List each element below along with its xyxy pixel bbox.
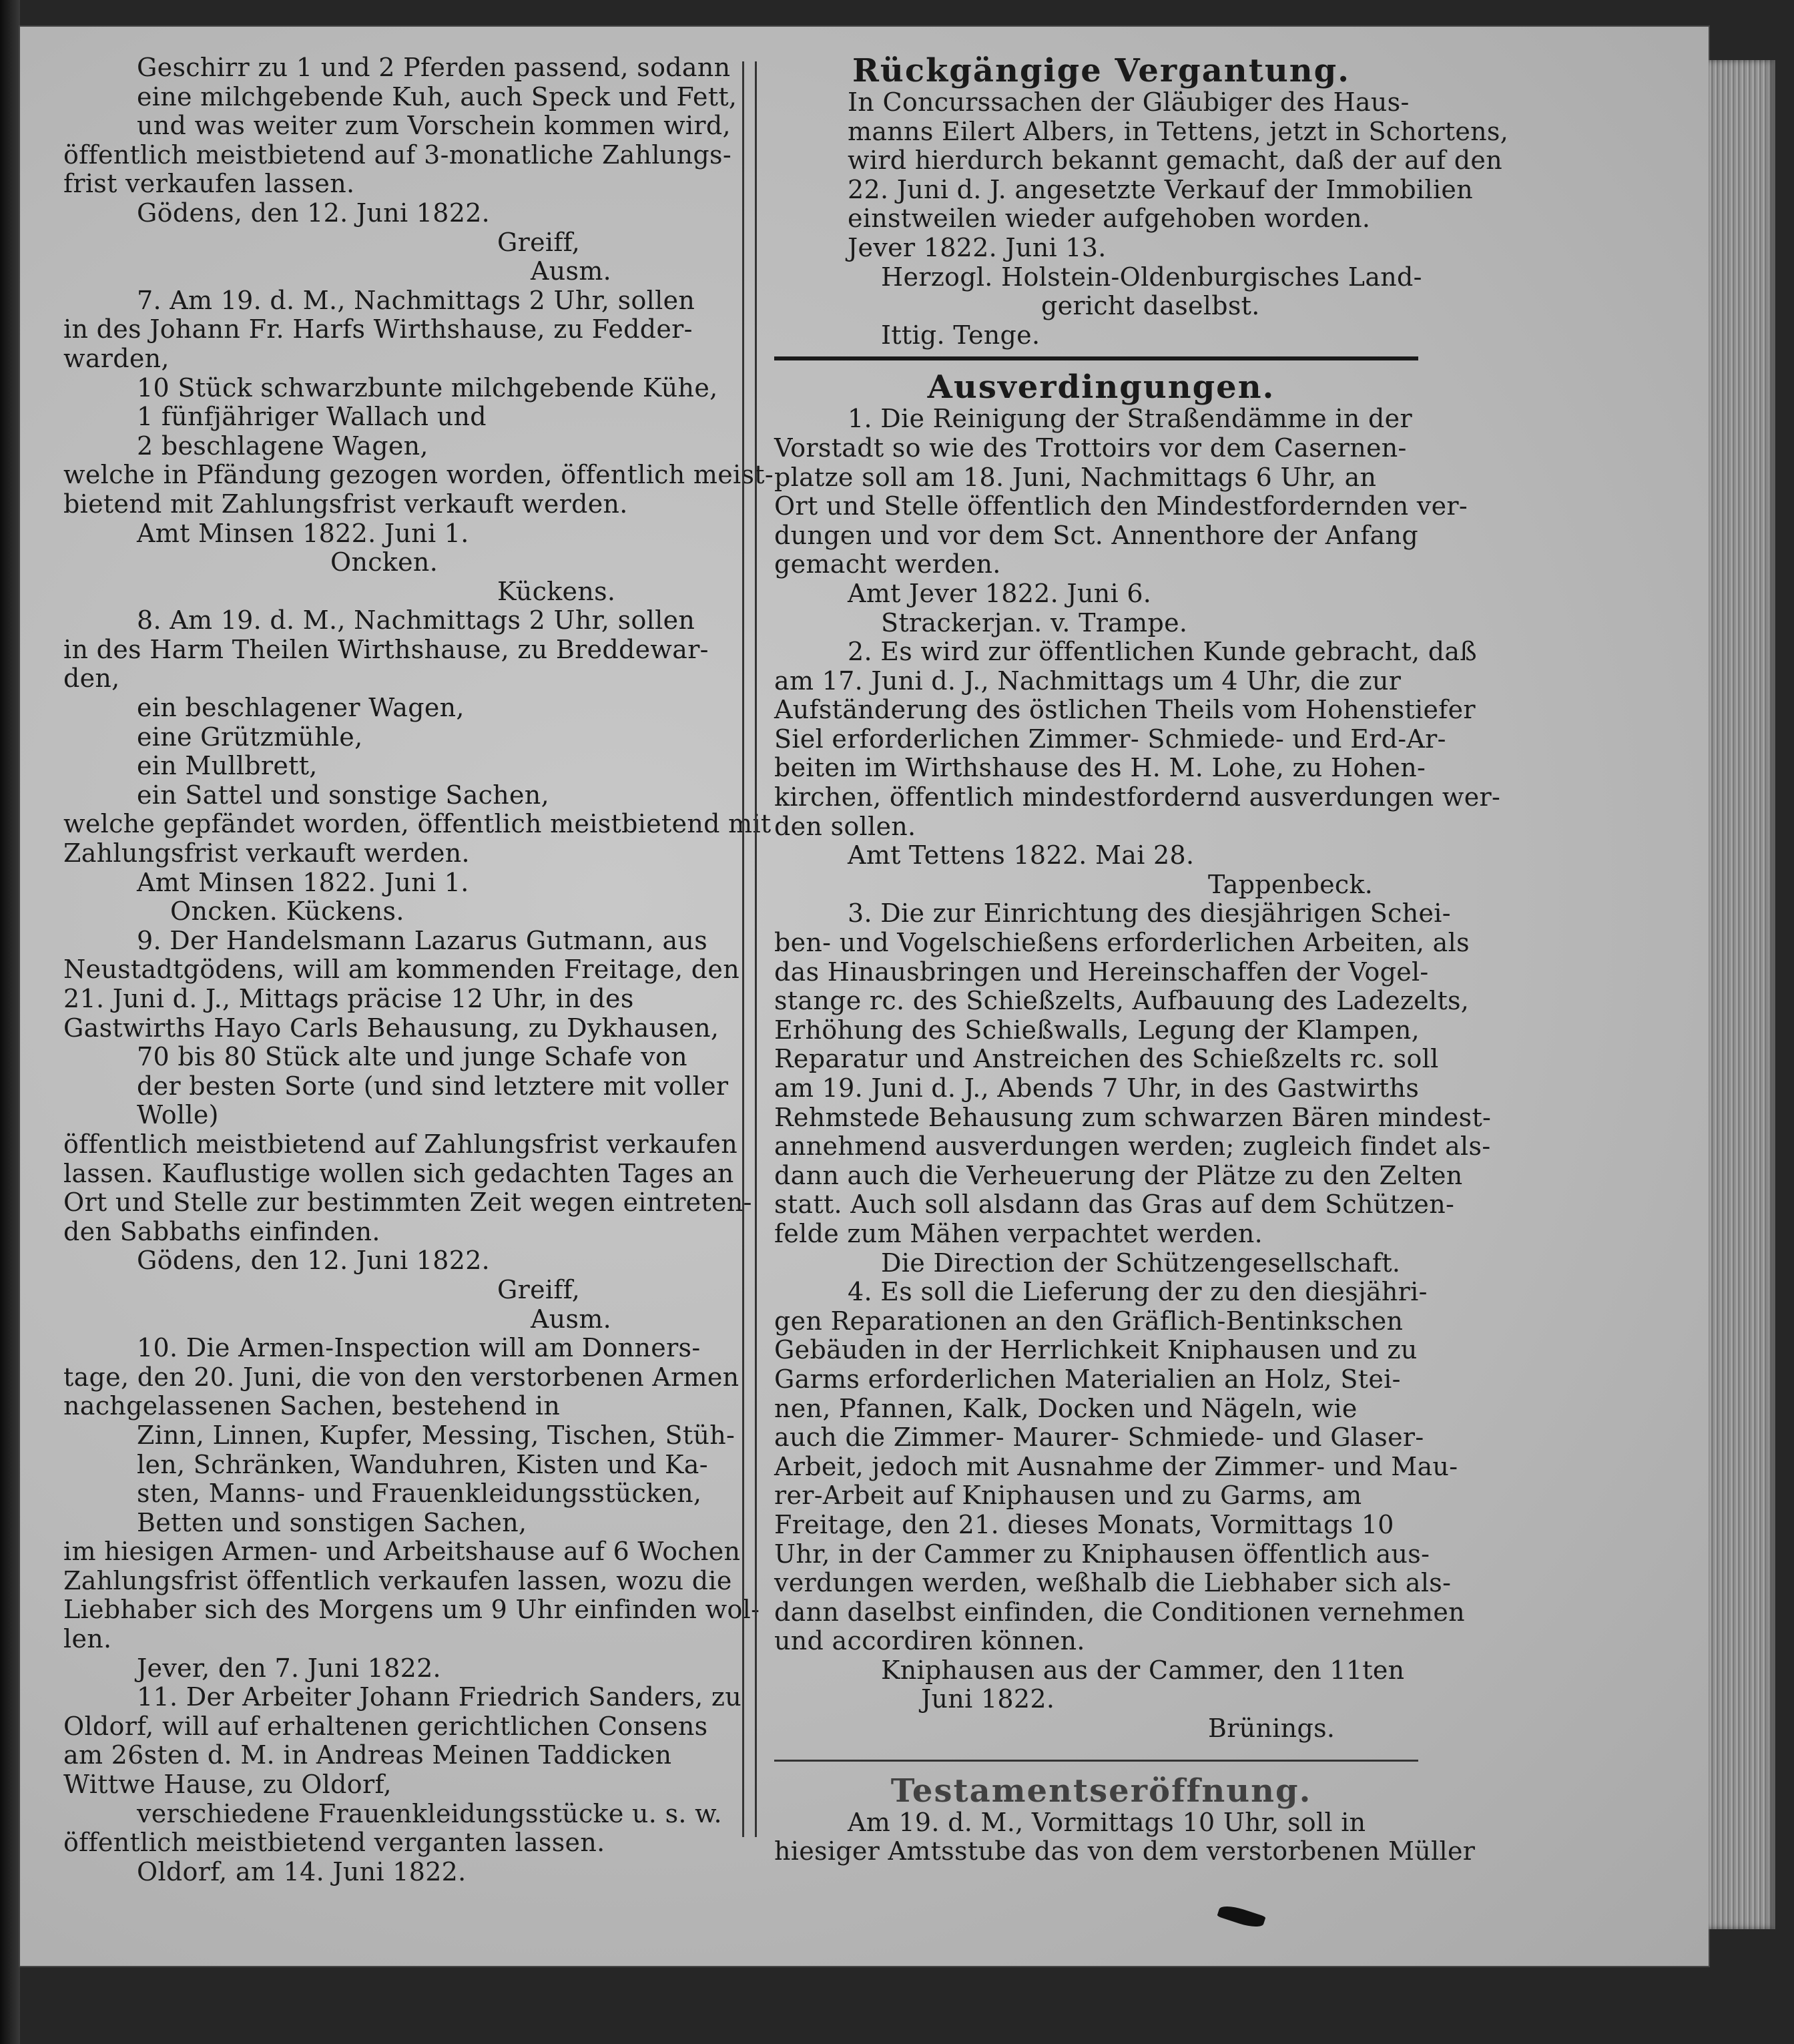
text-line: 1. Die Reinigung der Straßendämme in der — [848, 404, 1412, 434]
text-line: Wolle) — [137, 1100, 219, 1130]
text-line: platze soll am 18. Juni, Nachmittags 6 Uhr, an — [774, 462, 1377, 492]
text-line: Gödens, den 12. Juni 1822. — [137, 1246, 491, 1276]
text-line: manns Eilert Albers, in Tettens, jetzt in Schortens, — [848, 116, 1509, 146]
text-line: frist verkaufen lassen. — [63, 169, 355, 199]
text-line: sten, Manns- und Frauenkleidungsstücken, — [137, 1479, 702, 1509]
text-line: Ausm. — [531, 256, 612, 286]
text-line: 10. Die Armen-Inspection will am Donners- — [137, 1333, 701, 1363]
text-line: Arbeit, jedoch mit Ausnahme der Zimmer- und Mau- — [774, 1451, 1458, 1481]
text-line: 10 Stück schwarzbunte milchgebende Kühe, — [137, 372, 718, 403]
text-line: Gastwirths Hayo Carls Behausung, zu Dykhausen, — [63, 1013, 719, 1043]
text-line: ein Mullbrett, — [137, 751, 318, 781]
section-heading-rueckgaengige-vergantung: Rückgängige Vergantung. — [852, 52, 1350, 89]
text-line: 4. Es soll die Lieferung der zu den diesjähri- — [848, 1277, 1428, 1307]
text-line: nachgelassenen Sachen, bestehend in — [63, 1391, 561, 1421]
text-line: Vorstadt so wie des Trottoirs vor dem Casernen- — [774, 433, 1407, 463]
text-line: dann daselbst einfinden, die Conditionen vernehmen — [774, 1597, 1465, 1627]
text-line: welche in Pfändung gezogen worden, öffentlich meist- — [63, 460, 774, 490]
text-line: verdungen werden, weßhalb die Liebhaber sich als- — [774, 1568, 1452, 1598]
text-line: Neustadtgödens, will am kommenden Freitage, den — [63, 955, 739, 985]
text-line: Herzogl. Holstein-Oldenburgisches Land- — [881, 262, 1422, 292]
section-ausverdingungen — [774, 404, 1501, 1744]
text-line: Oldorf, will auf erhaltenen gerichtlichen Consens — [63, 1711, 708, 1741]
text-line: 3. Die zur Einrichtung des diesjährigen Schei- — [848, 899, 1451, 929]
text-line: gen Reparationen an den Gräflich-Bentinkschen — [774, 1306, 1404, 1336]
text-line: Geschirr zu 1 und 2 Pferden passend, sodann — [137, 53, 731, 82]
text-line: wird hierdurch bekannt gemacht, daß der auf den — [848, 146, 1502, 176]
text-line: 1 fünfjähriger Wallach und — [137, 402, 487, 432]
text-line: 22. Juni d. J. angesetzte Verkauf der Immobilien — [848, 174, 1473, 204]
section-heading-testamentseroeffnung: Testamentseröffnung. — [890, 1772, 1312, 1810]
text-line: welche gepfändet worden, öffentlich meistbietend mit — [63, 809, 772, 839]
page-edges — [1709, 60, 1775, 1929]
section-rueckgaengige-vergantung — [774, 87, 1509, 350]
text-line: gericht daselbst. — [1041, 291, 1260, 321]
text-line: Betten und sonstigen Sachen, — [137, 1507, 527, 1537]
text-line: 21. Juni d. J., Mittags präcise 12 Uhr, in des — [63, 984, 634, 1013]
text-line: öffentlich meistbietend auf 3-monatliche Zahlungs- — [63, 140, 731, 170]
text-line: len, Schränken, Wanduhren, Kisten und Ka- — [137, 1449, 708, 1479]
text-line: Juni 1822. — [921, 1684, 1055, 1714]
text-line: annehmend ausverdungen werden; zugleich findet als- — [774, 1131, 1491, 1162]
text-line: tage, den 20. Juni, die von den verstorbenen Armen — [63, 1362, 739, 1392]
text-line: auch die Zimmer- Maurer- Schmiede- und Glaser- — [774, 1423, 1424, 1453]
text-line: beiten im Wirthshause des H. M. Lohe, zu Hohen- — [774, 753, 1426, 783]
section-heading-ausverdingungen: Ausverdingungen. — [927, 368, 1275, 407]
text-line: Liebhaber sich des Morgens um 9 Uhr einfinden wol- — [63, 1595, 760, 1625]
text-line: Kückens. — [497, 576, 616, 606]
text-line: In Concurssachen der Gläubiger des Haus- — [848, 87, 1410, 117]
text-line: Am 19. d. M., Vormittags 10 Uhr, soll in — [848, 1807, 1366, 1837]
text-line: Oncken. Kückens. — [170, 897, 404, 927]
text-line: Ort und Stelle öffentlich den Mindestfordernden ver- — [774, 491, 1468, 521]
text-line: ein Sattel und sonstige Sachen, — [137, 780, 549, 810]
text-line: Freitage, den 21. dieses Monats, Vormittags 10 — [774, 1509, 1394, 1539]
left-column — [63, 53, 774, 1886]
text-line: den Sabbaths einfinden. — [63, 1216, 380, 1246]
text-line: Wittwe Hause, zu Oldorf, — [63, 1770, 392, 1800]
text-line: Tappenbeck. — [1208, 869, 1374, 899]
text-line: 2. Es wird zur öffentlichen Kunde gebracht, daß — [848, 637, 1477, 667]
text-line: hiesiger Amtsstube das von dem verstorbenen Müller — [774, 1836, 1476, 1866]
text-line: 9. Der Handelsmann Lazarus Gutmann, aus — [137, 925, 707, 955]
text-line: 8. Am 19. d. M., Nachmittags 2 Uhr, sollen — [137, 605, 695, 635]
text-line: am 17. Juni d. J., Nachmittags um 4 Uhr, die zur — [774, 666, 1402, 696]
text-line: Oncken. — [330, 547, 438, 577]
text-line: Gödens, den 12. Juni 1822. — [137, 198, 491, 228]
text-line: Rehmstede Behausung zum schwarzen Bären mindest- — [774, 1102, 1492, 1132]
text-line: lassen. Kauflustige wollen sich gedachten Tages an — [63, 1158, 734, 1188]
text-line: felde zum Mähen verpachtet werden. — [774, 1218, 1263, 1248]
text-line: am 26sten d. M. in Andreas Meinen Taddicken — [63, 1740, 672, 1770]
text-line: Zahlungsfrist öffentlich verkaufen lassen, wozu die — [63, 1565, 732, 1595]
text-line: dann auch die Verheuerung der Plätze zu den Zelten — [774, 1160, 1463, 1190]
text-line: Kniphausen aus der Cammer, den 11ten — [881, 1655, 1405, 1685]
section-rule-thin — [774, 1760, 1418, 1762]
text-line: den sollen. — [774, 811, 916, 841]
text-line: Ittig. Tenge. — [881, 320, 1040, 350]
text-line: Uhr, in der Cammer zu Kniphausen öffentlich aus- — [774, 1539, 1430, 1569]
text-line: Jever 1822. Juni 13. — [848, 232, 1107, 262]
section-rule — [774, 356, 1418, 360]
book-spine-shadow — [0, 0, 20, 2044]
text-line: Siel erforderlichen Zimmer- Schmiede- und Erd-Ar- — [774, 724, 1446, 754]
text-line: kirchen, öffentlich mindestfordernd ausverdungen wer- — [774, 782, 1501, 812]
text-line: Brünings. — [1208, 1714, 1335, 1744]
text-line: eine milchgebende Kuh, auch Speck und Fett, — [137, 81, 737, 111]
text-line: und accordiren können. — [774, 1626, 1085, 1656]
text-line: nen, Pfannen, Kalk, Docken und Nägeln, wie — [774, 1393, 1358, 1423]
text-line: 2 beschlagene Wagen, — [137, 431, 428, 461]
text-line: am 19. Juni d. J., Abends 7 Uhr, in des Gastwirths — [774, 1073, 1420, 1103]
text-line: ein beschlagener Wagen, — [137, 693, 465, 723]
text-line: im hiesigen Armen- und Arbeitshause auf 6 Wochen — [63, 1537, 741, 1567]
text-line: den, — [63, 664, 120, 694]
text-line: Zahlungsfrist verkauft werden. — [63, 838, 470, 868]
text-line: verschiedene Frauenkleidungsstücke u. s. w. — [137, 1798, 722, 1828]
text-line: Jever, den 7. Juni 1822. — [137, 1653, 441, 1683]
text-line: rer-Arbeit auf Kniphausen und zu Garms, am — [774, 1481, 1362, 1511]
text-line: ben- und Vogelschießens erforderlichen Arbeiten, als — [774, 928, 1470, 958]
text-line: Amt Jever 1822. Juni 6. — [848, 578, 1152, 608]
text-line: der besten Sorte (und sind letztere mit voller — [137, 1071, 729, 1101]
text-line: in des Johann Fr. Harfs Wirthshause, zu Fedder- — [63, 314, 693, 344]
text-line: stange rc. des Schießzelts, Aufbauung des Ladezelts, — [774, 986, 1470, 1016]
text-line: 7. Am 19. d. M., Nachmittags 2 Uhr, sollen — [137, 285, 695, 315]
text-line: in des Harm Theilen Wirthshause, zu Breddewar- — [63, 634, 709, 664]
section-testamentseroeffnung — [774, 1807, 1476, 1866]
text-line: öffentlich meistbietend verganten lassen. — [63, 1828, 605, 1858]
column-divider — [742, 61, 757, 1837]
text-line: Gebäuden in der Herrlichkeit Kniphausen und zu — [774, 1335, 1418, 1365]
text-line: bietend mit Zahlungsfrist verkauft werden. — [63, 489, 628, 519]
text-line: Erhöhung des Schießwalls, Legung der Klampen, — [774, 1015, 1420, 1045]
text-line: Greiff, — [497, 1274, 581, 1304]
text-line: gemacht werden. — [774, 549, 1001, 579]
text-line: Amt Minsen 1822. Juni 1. — [137, 518, 469, 548]
text-line: Aufständerung des östlichen Theils vom Hohenstiefer — [774, 695, 1476, 725]
text-line: Die Direction der Schützengesellschaft. — [881, 1248, 1401, 1278]
text-line: Garms erforderlichen Materialien an Holz, Stei- — [774, 1364, 1401, 1394]
text-line: warden, — [63, 343, 170, 373]
text-line: das Hinausbringen und Hereinschaffen der Vogel- — [774, 957, 1429, 987]
text-line: Amt Minsen 1822. Juni 1. — [137, 867, 469, 897]
text-line: Zinn, Linnen, Kupfer, Messing, Tischen, Stüh- — [137, 1420, 735, 1450]
text-line: statt. Auch soll alsdann das Gras auf dem Schützen- — [774, 1190, 1455, 1220]
text-line: Strackerjan. v. Trampe. — [881, 607, 1188, 637]
text-line: eine Grützmühle, — [137, 722, 363, 752]
text-line: einstweilen wieder aufgehoben worden. — [848, 204, 1371, 234]
text-line: 70 bis 80 Stück alte und junge Schafe von — [137, 1042, 687, 1072]
text-line: öffentlich meistbietend auf Zahlungsfrist verkaufen — [63, 1129, 737, 1159]
text-line: Amt Tettens 1822. Mai 28. — [848, 840, 1195, 870]
text-line: Reparatur und Anstreichen des Schießzelts rc. soll — [774, 1044, 1439, 1074]
text-line: dungen und vor dem Sct. Annenthore der Anfang — [774, 520, 1418, 550]
right-column — [774, 52, 1509, 1866]
text-line: Ort und Stelle zur bestimmten Zeit wegen eintreten- — [63, 1188, 752, 1218]
text-line: Ausm. — [531, 1304, 612, 1334]
text-line: Oldorf, am 14. Juni 1822. — [137, 1856, 467, 1886]
text-line: 11. Der Arbeiter Johann Friedrich Sanders, zu — [137, 1682, 741, 1712]
text-line: und was weiter zum Vorschein kommen wird, — [137, 111, 731, 141]
text-line: len. — [63, 1624, 112, 1654]
text-line: Greiff, — [497, 227, 581, 257]
